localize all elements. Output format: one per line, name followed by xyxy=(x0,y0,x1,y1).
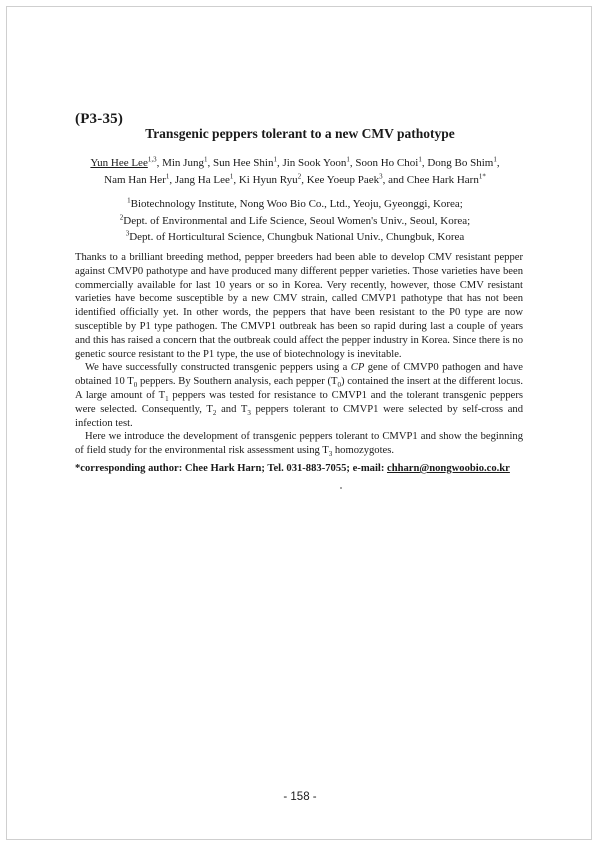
text-segment: peppers. By Southern analysis, each pepper (T xyxy=(137,376,338,388)
text-segment: 1 xyxy=(165,395,169,404)
author-name: Soon Ho Choi xyxy=(355,157,419,169)
affiliation-superscript: 1 xyxy=(127,196,131,205)
abstract-code: (P3-35) xyxy=(75,111,124,127)
affiliation-superscript: 3 xyxy=(125,229,130,238)
author-superscript: 1 xyxy=(273,155,277,164)
author-name: Yun Hee Lee xyxy=(90,157,148,169)
text-segment: CP xyxy=(350,362,365,374)
abstract-paragraph-3 xyxy=(75,430,523,458)
text-segment: 2 xyxy=(212,408,217,417)
author-entry xyxy=(213,157,283,169)
text-segment: 0 xyxy=(337,381,341,390)
author-superscript: 1 xyxy=(418,155,422,164)
text-segment: 3 xyxy=(247,408,251,417)
author-entry xyxy=(162,157,213,169)
email-link[interactable]: chharn@nongwoobio.co.kr xyxy=(387,463,510,474)
author-name: Dong Bo Shim xyxy=(427,157,494,169)
contact-text: *corresponding author: Chee Hark Harn; Tel. 031-883-7055; e-mail: xyxy=(75,463,388,474)
author-superscript: 1 xyxy=(229,172,234,181)
affiliation-text: Biotechnology Institute, Nong Woo Bio Co., Ltd., Yeoju, Gyeonggi, Korea; xyxy=(130,198,463,210)
author-superscript: 1 xyxy=(346,155,350,164)
text-segment: gene of CMVP0 pathogen and have obtained 10 T xyxy=(75,362,523,388)
author-separator: , xyxy=(276,157,283,169)
author-entry xyxy=(282,157,355,169)
author-superscript: 3 xyxy=(379,172,383,181)
scan-speck xyxy=(340,487,342,489)
author-separator: , xyxy=(349,157,356,169)
page-number: - 158 - xyxy=(283,791,317,803)
author-name: Kee Yoeup Paek xyxy=(306,174,380,186)
text-segment: peppers tolerant to CMVP1 were selected by self-cross and infection test. xyxy=(75,403,523,429)
affiliation-line xyxy=(60,213,530,230)
author-name: Chee Hark Harn xyxy=(406,174,479,186)
text-segment: 3 xyxy=(328,450,333,459)
author-separator: , and xyxy=(382,174,407,186)
text-segment: peppers was tested for resistance to CMVP1 and the tolerant transgenic peppers were selected. Consequently, T xyxy=(75,389,523,415)
author-separator: , xyxy=(169,174,175,186)
author-name: Jin Sook Yoon xyxy=(282,157,347,169)
author-superscript: 2 xyxy=(297,172,302,181)
text-segment: ) contained the insert at the different locus. A large amount of T xyxy=(75,376,523,401)
affiliation-text: Dept. of Environmental and Life Science, Seoul Women's Univ., Seoul, Korea; xyxy=(123,214,471,227)
author-separator: , xyxy=(207,157,213,169)
affiliation-line xyxy=(60,196,530,213)
author-separator: , xyxy=(301,174,307,186)
author-separator: , xyxy=(421,157,428,169)
text-segment: 0 xyxy=(133,381,138,390)
author-superscript: 1* xyxy=(478,172,486,181)
corresponding-author xyxy=(75,463,510,474)
affiliation-list xyxy=(60,196,530,246)
author-separator: , xyxy=(233,174,239,186)
author-superscript: 1 xyxy=(165,172,170,181)
author-name: Jang Ha Lee xyxy=(174,174,230,186)
author-entry xyxy=(90,157,162,169)
text-segment: We have successfully constructed transgenic peppers using a xyxy=(85,362,351,374)
text-segment: Here we introduce the development of transgenic peppers tolerant to CMVP1 and show the beginning of field study for the environmental risk assessment using T xyxy=(75,431,523,457)
author-name: Ki Hyun Ryu xyxy=(238,174,298,186)
author-superscript: 1,3 xyxy=(147,155,157,164)
author-name: Nam Han Her xyxy=(104,174,166,186)
author-entry xyxy=(407,174,486,186)
text-segment: homozygotes. xyxy=(332,445,395,457)
abstract-body xyxy=(75,251,523,458)
author-entry xyxy=(239,174,307,186)
author-list xyxy=(60,155,530,189)
author-entry xyxy=(104,174,175,186)
affiliation-text: Dept. of Horticultural Science, Chungbuk National Univ., Chungbuk, Korea xyxy=(129,231,465,243)
author-superscript: 1 xyxy=(203,155,208,164)
paper-title: Transgenic peppers tolerant to a new CMV pathotype xyxy=(145,126,455,141)
text-segment: and T xyxy=(216,403,248,415)
author-superscript: 1 xyxy=(493,155,497,164)
author-separator: , xyxy=(156,157,163,169)
abstract-paragraph-1: Thanks to a brilliant breeding method, pepper breeders had been able to develop CMV resistant pepper against CMVP0 pathotype and have produced many different pepper varieties. Those varieties have been commercially available for last 10 years or so in Korea. Very recently, however, those CMV resistant varieties have become susceptible by a new CMV strain, called CMVP1 pathotype that has not been identified officially yet. In other words, the peppers that have been resistant to the P0 type are now susceptible by P1 type pathogen. The CMVP1 outbreak has been so rapid during last a couple of years and this has raised a concern that the outbreak could affect the pepper industry in Korea. Since there is no genetic source resistant to the P1 type, the use of biotechnology is inevitable. xyxy=(75,252,523,360)
author-entry xyxy=(355,157,427,169)
author-entry xyxy=(307,174,407,186)
affiliation-line xyxy=(60,229,530,246)
abstract-paragraph-2 xyxy=(75,361,523,430)
author-name: Min Jung xyxy=(162,157,204,169)
author-name: Sun Hee Shin xyxy=(212,157,274,169)
author-entry xyxy=(175,174,239,186)
author-entry xyxy=(427,157,499,169)
affiliation-superscript: 2 xyxy=(119,212,124,221)
author-separator: , xyxy=(496,157,500,169)
